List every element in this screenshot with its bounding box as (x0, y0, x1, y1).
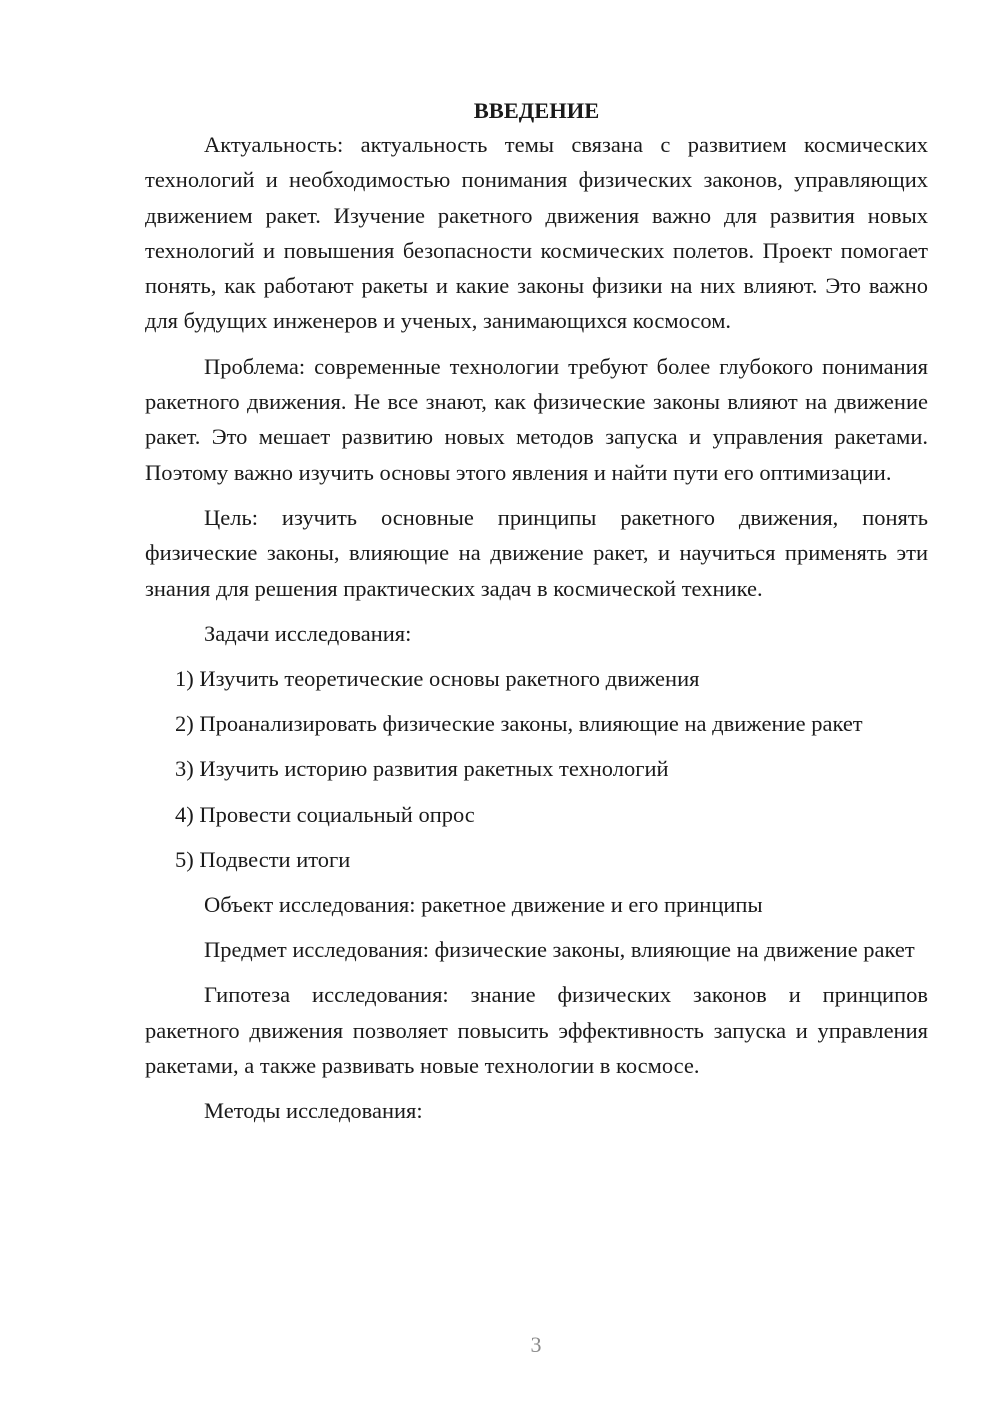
tasks-list (145, 661, 928, 877)
paragraph-subject: Предмет исследования: физические законы, влияющие на движение ракет (204, 936, 915, 962)
paragraph-goal: Цель: изучить основные принципы ракетного движения, понять физические законы, влияющие на движение ракет, и научиться применять эти знания для решения практических задач в космической технике. (145, 504, 928, 601)
list-item: 2) Проанализировать физические законы, влияющие на движение ракет (175, 710, 863, 736)
paragraph-tasks-title: Задачи исследования: (204, 620, 412, 646)
list-item: 3) Изучить историю развития ракетных технологий (175, 756, 669, 782)
list-item: 5) Подвести итоги (175, 846, 351, 872)
page-number: 3 (530, 1332, 542, 1357)
paragraph-methods-title: Методы исследования: (204, 1098, 423, 1124)
page-content (145, 96, 928, 1138)
paragraph-hypothesis: Гипотеза исследования: знание физических законов и принципов ракетного движения позволяет повысить эффективность запуска и управления ракетами, а также развивать новые технологии в космосе. (145, 982, 928, 1078)
paragraph-relevance: Актуальность: актуальность темы связана с развитием космических технологий и необходимостью понимания физических законов, управляющих движением ракет. Изучение ракетного движения важно для развития новых технологий и повышения безопасности космических полетов. Проект помогает понять, как работают ракеты и какие законы физики на них влияют. Это важно для будущих инженеров и ученых, занимающихся космосом. (145, 132, 928, 334)
section-heading: ВВЕДЕНИЕ (473, 98, 600, 123)
list-item: 4) Провести социальный опрос (175, 801, 475, 827)
paragraph-object: Объект исследования: ракетное движение и его принципы (204, 892, 763, 918)
paragraph-problem: Проблема: современные технологии требуют более глубокого понимания ракетного движения. Не все знают, как физические законы влияют на движение ракет. Это мешает развитию новых методов запуска и управления ракетами. Поэтому важно изучить основы этого явления и найти пути его оптимизации. (145, 353, 928, 485)
list-item: 1) Изучить теоретические основы ракетного движения (175, 665, 700, 691)
